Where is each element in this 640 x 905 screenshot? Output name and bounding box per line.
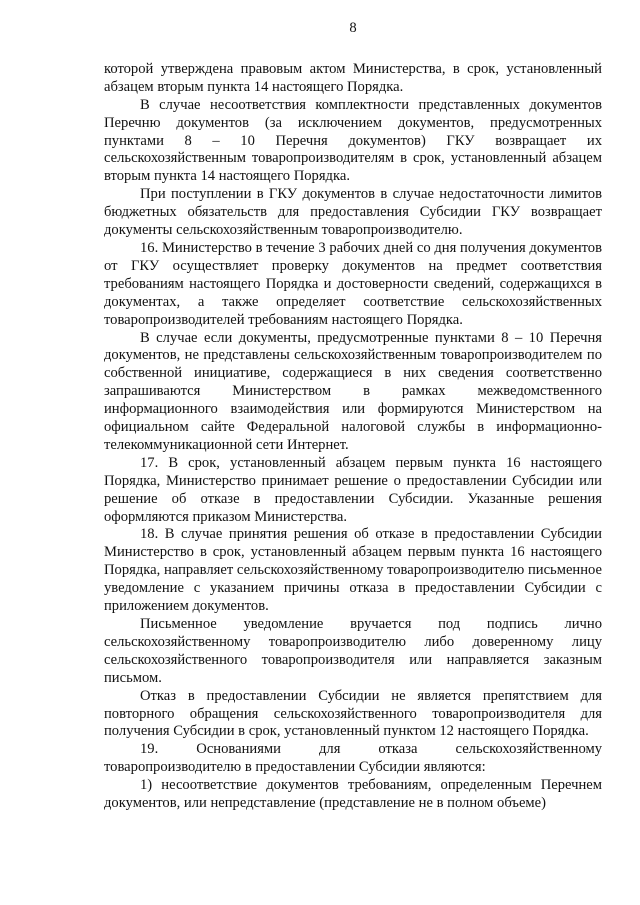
paragraph-8: Письменное уведомление вручается под подпись лично сельскохозяйственному товаропроизводителю либо доверенному лицу сельскохозяйственного товаропроизводителя или направляется заказным письмом. [104,616,602,686]
paragraph-2: В случае несоответствия комплектности представленных документов Перечню документов (за исключением документов, предусмотренных пунктами 8 – 10 Перечня документов) ГКУ возвращает их сельскохозяйственным товаропроизводителям в срок, установленный абзацем вторым пункта 14 настоящего Порядка. [104,96,602,185]
paragraph-10: 19. Основаниями для отказа сельскохозяйственному товаропроизводителю в предоставлении Субсидии являются: [104,741,602,776]
paragraph-9: Отказ в предоставлении Субсидии не является препятствием для повторного обращения сельскохозяйственного товаропроизводителя для получения Субсидии в срок, установленный пунктом 12 настоящего Порядка. [104,687,602,740]
paragraph-7: 18. В случае принятия решения об отказе в предоставлении Субсидии Министерство в срок, установленный абзацем первым пункта 16 настоящего Порядка, направляет сельскохозяйственному товаропроизводителю письменное уведомление с указанием причины отказа в предоставлении Субсидии с приложением документов. [104,526,602,615]
page-number: 8 [349,20,357,36]
paragraph-5: В случае если документы, предусмотренные пунктами 8 – 10 Перечня документов, не представлены сельскохозяйственным товаропроизводителем по собственной инициативе, содержащиеся в них сведения соответственно запрашиваются Министерством в рамках межведомственного информационного взаимодействия или формируются Министерством на официальном сайте Федеральной налоговой службы в информационно-телекоммуникационной сети Интернет. [104,329,602,453]
paragraph-4: 16. Министерство в течение 3 рабочих дней со дня получения документов от ГКУ осуществляет проверку документов на предмет соответствия требованиям настоящего Порядка и достоверности сведений, содержащихся в документах, а также определяет соответствие сельскохозяйственных товаропроизводителей требованиям настоящего Порядка. [104,239,602,328]
paragraph-1: которой утверждена правовым актом Министерства, в срок, установленный абзацем вторым пункта 14 настоящего Порядка. [104,60,602,95]
paragraph-11: 1) несоответствие документов требованиям, определенным Перечнем документов, или непредставление (представление не в полном объеме) [104,777,602,812]
paragraph-6: 17. В срок, установленный абзацем первым пункта 16 настоящего Порядка, Министерство принимает решение о предоставлении Субсидии или решение об отказе в предоставлении Субсидии. Указанные решения оформляются приказом Министерства. [104,454,602,525]
paragraph-3: При поступлении в ГКУ документов в случае недостаточности лимитов бюджетных обязательств для предоставления Субсидии ГКУ возвращает документы сельскохозяйственным товаропроизводителю. [104,186,602,239]
